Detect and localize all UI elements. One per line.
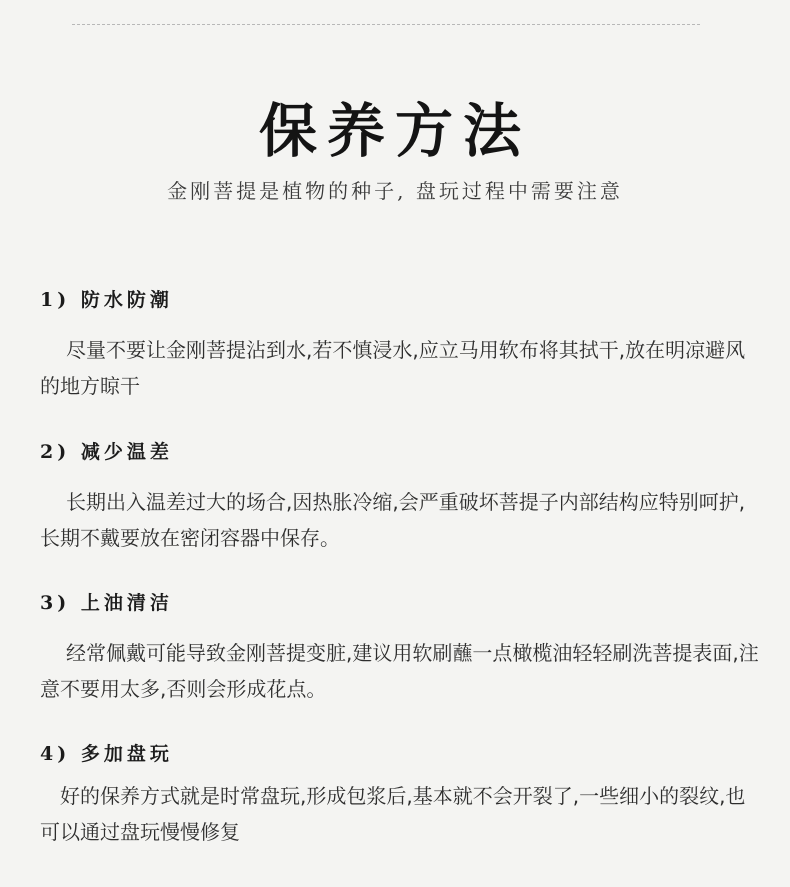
section-heading: 4) 多加盘玩 xyxy=(40,743,173,765)
page-subtitle: 金刚菩提是植物的种子, 盘玩过程中需要注意 xyxy=(167,179,623,203)
section-heading: 2) 减少温差 xyxy=(40,441,173,463)
section-heading: 3) 上油清洁 xyxy=(40,592,173,614)
section-temperature xyxy=(40,438,760,556)
section-heading: 1) 防水防潮 xyxy=(40,289,173,311)
top-dashed-divider xyxy=(72,24,700,25)
section-body: 长期出入温差过大的场合,因热胀冷缩,会严重破坏菩提子内部结构应特别呵护,长期不戴要放在密闭容器中保存。 xyxy=(40,490,746,550)
section-body: 好的保养方式就是时常盘玩,形成包浆后,基本就不会开裂了,一些细小的裂纹,也可以通过盘玩慢慢修复 xyxy=(40,784,746,844)
section-body: 经常佩戴可能导致金刚菩提变脏,建议用软刷蘸一点橄榄油轻轻刷洗菩提表面,注意不要用太多,否则会形成花点。 xyxy=(40,641,759,701)
section-waterproof xyxy=(40,286,760,404)
section-body: 尽量不要让金刚菩提沾到水,若不慎浸水,应立马用软布将其拭干,放在明凉避风的地方晾干 xyxy=(40,338,746,398)
section-oil-cleaning xyxy=(40,589,760,707)
page-title: 保养方法 xyxy=(258,97,531,165)
section-handling xyxy=(40,740,760,850)
